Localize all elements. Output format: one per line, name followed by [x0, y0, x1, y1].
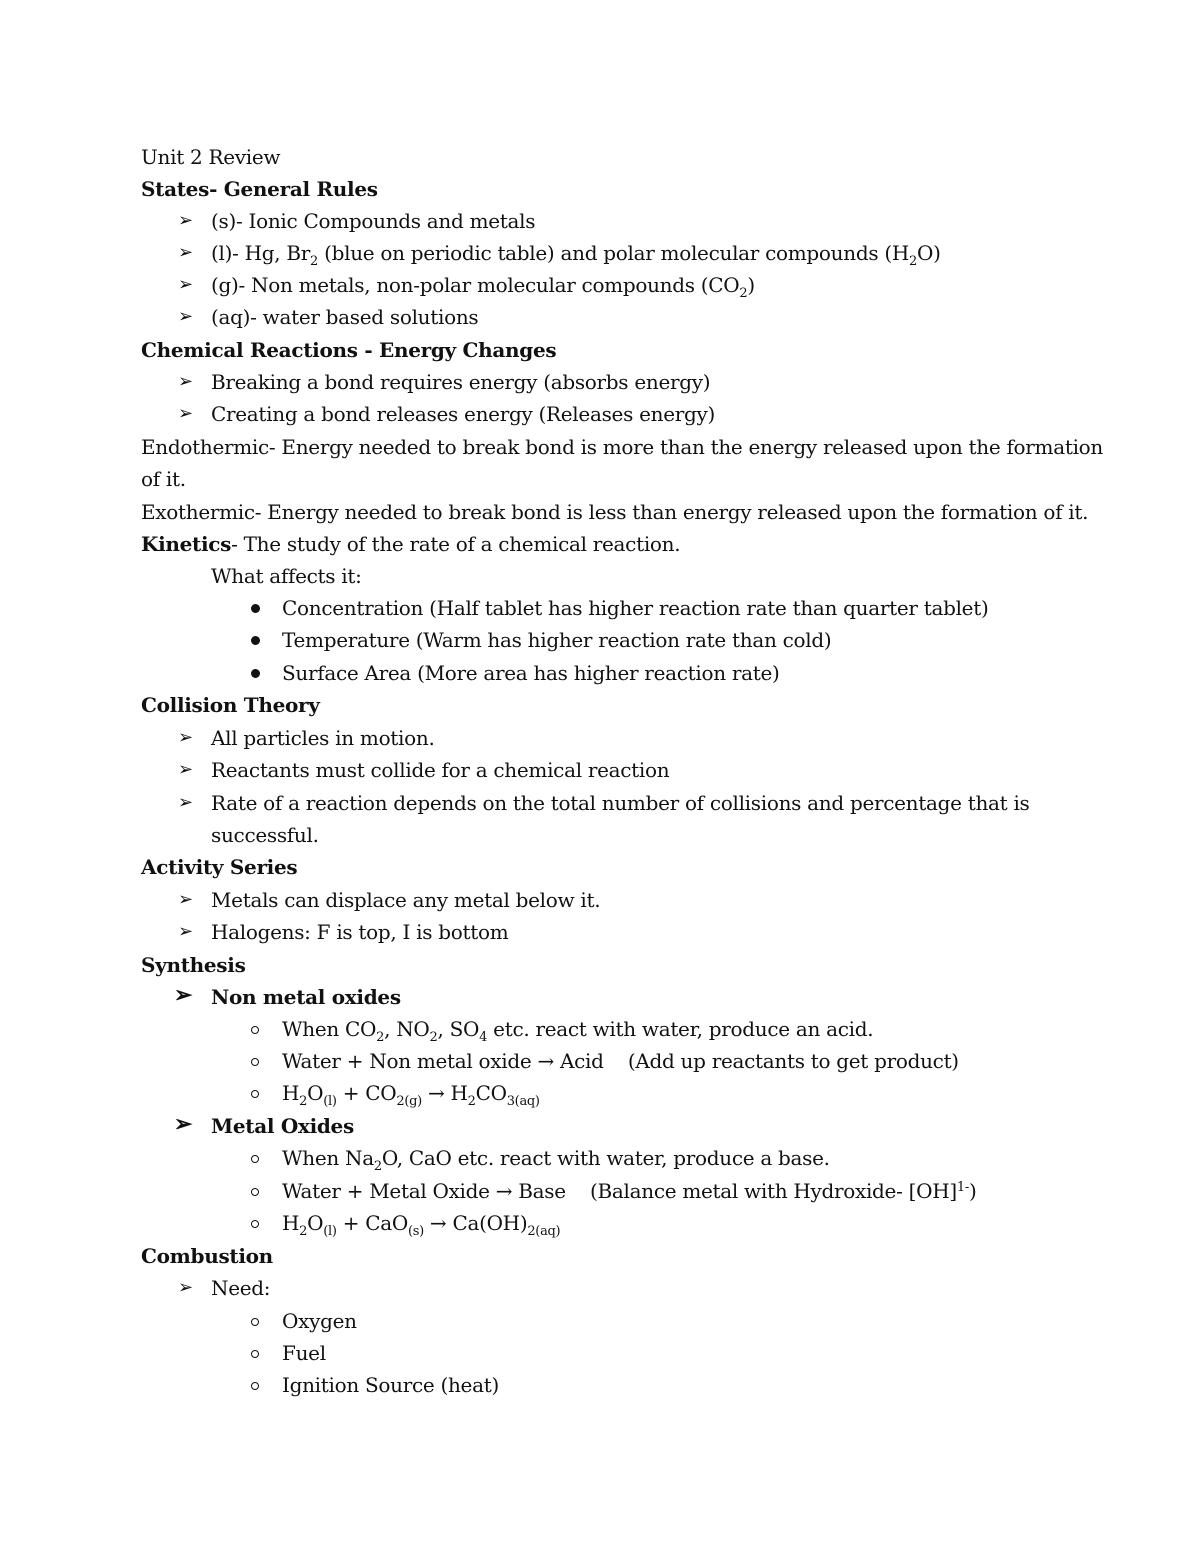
states-heading: States- General Rules: [141, 177, 378, 201]
activity-item-metals: Metals can displace any metal below it.: [211, 888, 601, 912]
circle-bullet-icon: [251, 1058, 259, 1066]
metal-item-word-equation: Water + Metal Oxide → Base (Balance metal with Hydroxide- [OH]$^{1-}$): [282, 1179, 977, 1203]
kinetics-item-concentration: Concentration (Half tablet has higher reaction rate than quarter tablet): [282, 596, 989, 620]
arrow-bullet-icon: ➢: [178, 889, 193, 910]
bullet-dot-icon: [251, 669, 260, 678]
circle-bullet-icon: [251, 1350, 259, 1358]
states-item-liquid: (l)- Hg, $Br_2$ (blue on periodic table) and polar molecular compounds $(H_2O)$: [211, 241, 941, 269]
combustion-item-oxygen: Oxygen: [282, 1309, 357, 1333]
endothermic-line-1: Endothermic- Energy needed to break bond is more than the energy released upon the formation: [141, 435, 1104, 459]
exothermic-line: Exothermic- Energy needed to break bond is less than energy released upon the formation of it.: [141, 500, 1089, 524]
kinetics-affects: What affects it:: [211, 564, 362, 588]
states-item-aqueous: (aq)- water based solutions: [211, 305, 479, 329]
arrow-bullet-icon: ➢: [178, 792, 193, 813]
states-item-gas: (g)- Non metals, non-polar molecular compounds $(CO_2)$: [211, 273, 755, 301]
activity-item-halogens: Halogens: F is top, I is bottom: [211, 920, 509, 944]
metal-oxides-heading: Metal Oxides: [211, 1114, 354, 1138]
collision-heading: Collision Theory: [141, 693, 320, 717]
circle-bullet-icon: [251, 1188, 259, 1196]
activity-heading: Activity Series: [141, 855, 298, 879]
arrow-bullet-icon: ➢: [178, 1277, 193, 1298]
bullet-dot-icon: [251, 604, 260, 613]
nonmetal-oxides-heading: Non metal oxides: [211, 985, 401, 1009]
combustion-heading: Combustion: [141, 1244, 273, 1268]
circle-bullet-icon: [251, 1318, 259, 1326]
bullet-dot-icon: [251, 636, 260, 645]
collision-item-rate: Rate of a reaction depends on the total number of collisions and percentage that is: [211, 791, 1030, 815]
kinetics-line: [141, 532, 680, 556]
nonmetal-item-equation: $H_2O_{(l)} + CO_{2(g)} \to H_2CO_{3(aq)}$: [282, 1081, 540, 1109]
collision-item-rate-cont: successful.: [211, 823, 319, 847]
collision-item-motion: All particles in motion.: [211, 726, 435, 750]
arrow-bullet-icon: ➢: [178, 759, 193, 780]
arrow-bullet-icon: ➢: [178, 727, 193, 748]
arrow-bullet-icon: ➢: [174, 1111, 193, 1137]
combustion-item-ignition: Ignition Source (heat): [282, 1373, 499, 1397]
circle-bullet-icon: [251, 1090, 259, 1098]
arrow-bullet-icon: ➢: [178, 921, 193, 942]
states-item-solid: (s)- Ionic Compounds and metals: [211, 209, 536, 233]
kinetics-item-surface-area: Surface Area (More area has higher reaction rate): [282, 661, 780, 685]
nonmetal-item-when: When $CO_2$, $NO_2$, $SO_4$ etc. react with water, produce an acid.: [282, 1017, 874, 1045]
kinetics-item-temperature: Temperature (Warm has higher reaction rate than cold): [282, 628, 832, 652]
collision-item-collide: Reactants must collide for a chemical reaction: [211, 758, 670, 782]
energy-heading: Chemical Reactions - Energy Changes: [141, 338, 557, 362]
energy-item-creating: Creating a bond releases energy (Releases energy): [211, 402, 716, 426]
combustion-item-fuel: Fuel: [282, 1341, 326, 1365]
circle-bullet-icon: [251, 1220, 259, 1228]
arrow-bullet-icon: ➢: [178, 274, 193, 295]
metal-item-equation: $H_2O_{(l)} + CaO_{(s)} \to Ca(OH)_{2(aq)}$: [282, 1211, 561, 1239]
arrow-bullet-icon: ➢: [178, 306, 193, 327]
combustion-need: Need:: [211, 1276, 271, 1300]
kinetics-definition: - The study of the rate of a chemical reaction.: [231, 532, 681, 556]
metal-item-when: When $Na_2O$, CaO etc. react with water, produce a base.: [282, 1146, 830, 1174]
arrow-bullet-icon: ➢: [178, 242, 193, 263]
arrow-bullet-icon: ➢: [178, 371, 193, 392]
circle-bullet-icon: [251, 1155, 259, 1163]
circle-bullet-icon: [251, 1026, 259, 1034]
nonmetal-item-word-equation: Water + Non metal oxide → Acid (Add up reactants to get product): [282, 1049, 959, 1073]
document-title: Unit 2 Review: [141, 145, 281, 169]
arrow-bullet-icon: ➢: [178, 403, 193, 424]
endothermic-line-2: of it.: [141, 467, 186, 491]
arrow-bullet-icon: ➢: [174, 982, 193, 1008]
kinetics-term: Kinetics: [141, 532, 232, 556]
energy-item-breaking: Breaking a bond requires energy (absorbs energy): [211, 370, 711, 394]
arrow-bullet-icon: ➢: [178, 210, 193, 231]
synthesis-heading: Synthesis: [141, 953, 246, 977]
circle-bullet-icon: [251, 1382, 259, 1390]
